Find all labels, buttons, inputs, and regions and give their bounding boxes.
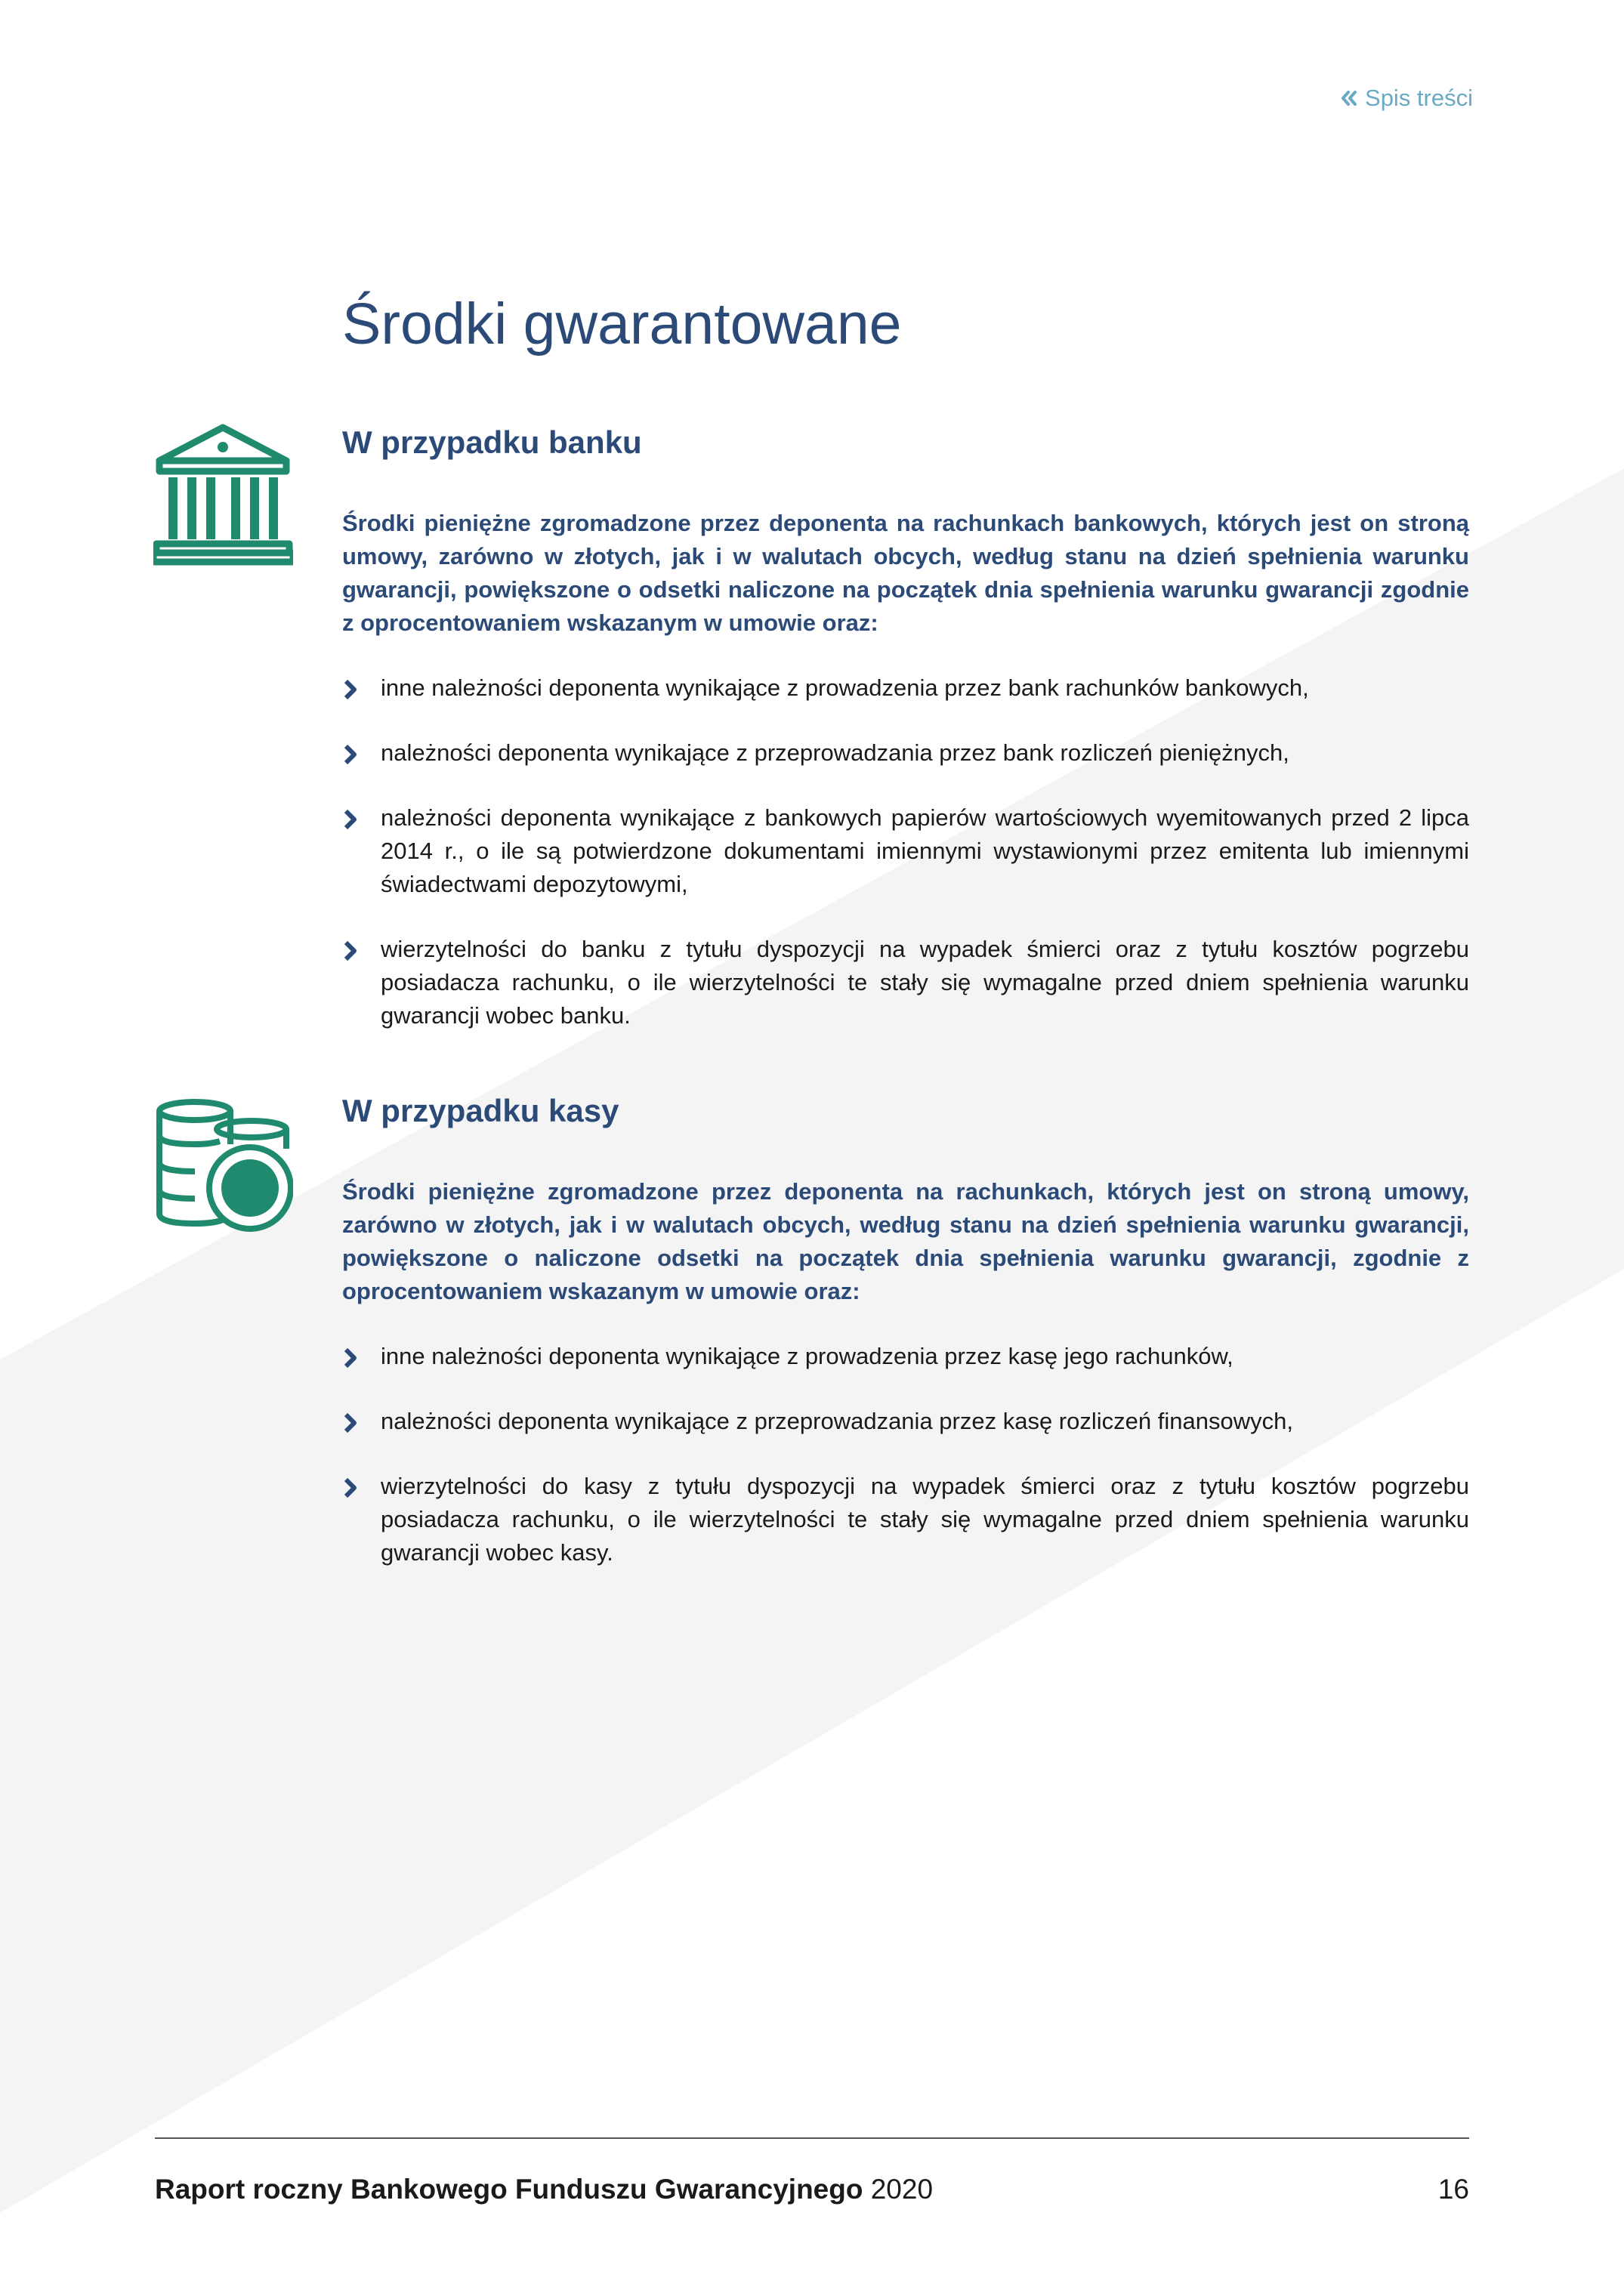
list-item — [342, 1470, 1469, 1569]
list-item-text: należności deponenta wynikające z przeprowadzania przez bank rozliczeń pieniężnych, — [381, 739, 1289, 766]
bullet-list — [342, 1340, 1469, 1569]
footer-report-title — [155, 2174, 933, 2205]
list-item-text: inne należności deponenta wynikające z prowadzenia przez kasę jego rachunków, — [381, 1342, 1233, 1369]
chevron-right-icon — [342, 1412, 359, 1433]
list-item — [342, 933, 1469, 1032]
page-title: Środki gwarantowane — [342, 292, 902, 356]
list-item — [342, 1340, 1469, 1373]
list-item-text: wierzytelności do banku z tytułu dyspozycji na wypadek śmierci oraz z tytułu kosztów pogrzebu posiadacza rachunku, o ile wierzytelności te stały się wymagalne przed dniem spełnienia warunku gwarancji wobec banku. — [381, 935, 1469, 1029]
list-item-text: należności deponenta wynikające z bankowych papierów wartościowych wyemitowanych przed 2 lipca 2014 r., o ile są potwierdzone dokumentami imiennymi wystawionymi przez emitenta lub imiennymi świadectwami depozytowymi, — [381, 804, 1469, 897]
list-item-text: należności deponenta wynikające z przeprowadzania przez kasę rozliczeń finansowych, — [381, 1407, 1293, 1434]
double-chevron-left-icon — [1338, 87, 1360, 110]
section-intro: Środki pieniężne zgromadzone przez deponenta na rachunkach bankowych, których jest on stroną umowy, zarówno w złotych, jak i w walutach obcych, według stanu na dzień spełnienia warunku gwarancji, powiększone o odsetki naliczone na początek dnia spełnienia warunku gwarancji zgodnie z oprocentowaniem wskazanym w umowie oraz: — [342, 509, 1469, 636]
chevron-right-icon — [342, 809, 359, 830]
list-item — [342, 801, 1469, 901]
chevron-right-icon — [342, 744, 359, 765]
list-item — [342, 1405, 1469, 1438]
list-item-text: wierzytelności do kasy z tytułu dyspozycji na wypadek śmierci oraz z tytułu kosztów pogrzebu posiadacza rachunku, o ile wierzytelności te stały się wymagalne przed dniem spełnienia warunku gwarancji wobec kasy. — [381, 1472, 1469, 1566]
chevron-right-icon — [342, 1347, 359, 1369]
section-heading: W przypadku banku — [342, 424, 642, 460]
footer-report-year: 2020 — [870, 2174, 934, 2205]
list-item-text: inne należności deponenta wynikające z prowadzenia przez bank rachunków bankowych, — [381, 674, 1309, 701]
table-of-contents-label: Spis treści — [1365, 85, 1473, 111]
list-item — [342, 671, 1469, 705]
chevron-right-icon — [342, 1477, 359, 1498]
section-intro: Środki pieniężne zgromadzone przez deponenta na rachunkach, których jest on stroną umowy, zarówno w złotych, jak i w walutach obcych, według stanu na dzień spełnienia warunku gwarancji, powiększone o naliczone odsetki na początek dnia spełnienia warunku gwarancji, zgodnie z oprocentowaniem wskazanym w umowie oraz: — [342, 1177, 1469, 1304]
section-bank — [342, 423, 1469, 1064]
bank-building-icon — [153, 423, 293, 566]
section-kasa — [342, 1091, 1469, 1601]
bullet-list — [342, 671, 1469, 1032]
coin-stack-icon — [153, 1099, 293, 1239]
footer-divider — [155, 2137, 1469, 2139]
chevron-right-icon — [342, 940, 359, 961]
list-item — [342, 736, 1469, 770]
section-heading: W przypadku kasy — [342, 1093, 619, 1128]
page-number: 16 — [1437, 2174, 1469, 2205]
chevron-right-icon — [342, 679, 359, 700]
table-of-contents-link[interactable] — [1338, 85, 1473, 112]
footer-report-name: Raport roczny Bankowego Funduszu Gwarancyjnego — [155, 2174, 863, 2205]
